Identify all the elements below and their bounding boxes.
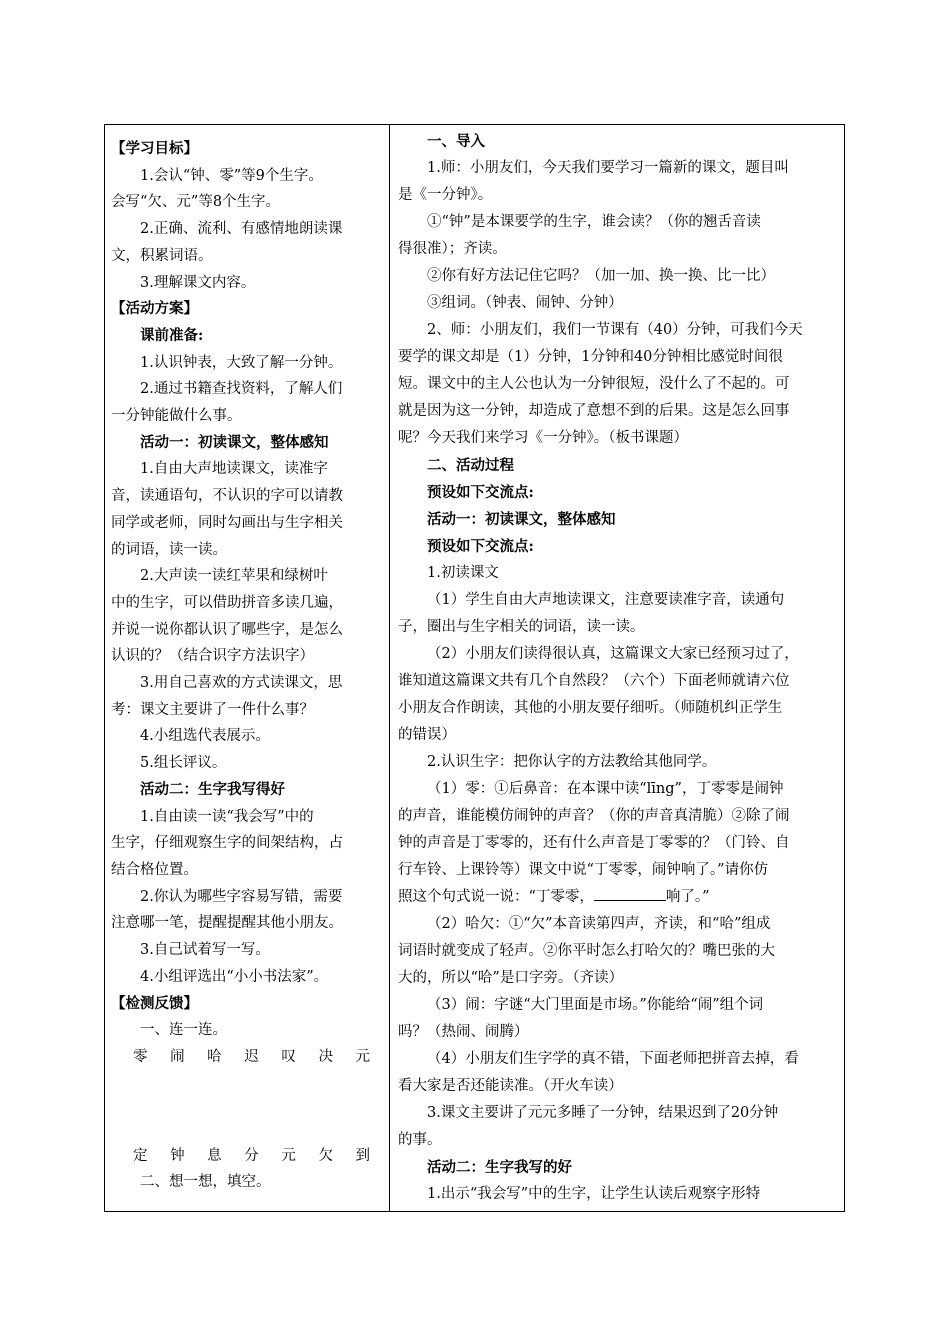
step1-line: 小朋友合作朗读，其他的小朋友要仔细听。（师随机纠正学生 xyxy=(398,700,783,716)
activity2-line: 1.出示“我会写”中的生字，让学生认读后观察字形特 xyxy=(427,1186,761,1202)
intro-line: 就是因为这一分钟，却造成了意想不到的后果。这是怎么回事 xyxy=(398,403,790,419)
intro-line: 短。课文中的主人公也认为一分钟很短，没什么了不起的。可 xyxy=(398,376,790,392)
step2-line: （3）闹：字谜“大门里面是市场。”你能给“闹”组个词 xyxy=(427,997,764,1013)
activity1-title: 活动一：初读课文，整体感知 xyxy=(140,433,329,451)
activity1-line: 的词语，读一读。 xyxy=(111,541,227,558)
intro-line: 呢？今天我们来学习《一分钟》。（板书课题） xyxy=(398,430,688,446)
goal-line: 2.正确、流利、有感情地朗读课 xyxy=(140,221,343,238)
activity2-title: 活动二：生字我写得好 xyxy=(140,780,285,798)
intro-line: ②你有好方法记住它吗？（加一加、换一换、比一比） xyxy=(427,268,775,284)
step2-line: 的声音，谁能模仿闹钟的声音？（你的声音真清脆）②除了闹 xyxy=(398,808,790,824)
goal-line: 3.理解课文内容。 xyxy=(140,274,256,291)
activity2-line: 3.自己试着写一写。 xyxy=(140,942,270,959)
section2-title: 二、活动过程 xyxy=(427,457,514,474)
activity2-line: 生字，仔细观察生字的间架结构，占 xyxy=(111,835,343,852)
activity2-line: 结合格位置。 xyxy=(111,861,198,878)
section1-title: 一、导入 xyxy=(427,133,485,150)
goal-line: 文，积累词语。 xyxy=(111,247,213,264)
activity2-title: 活动二：生字我写的好 xyxy=(427,1159,572,1176)
activity1-line: 4.小组选代表展示。 xyxy=(140,728,270,745)
activity1-line: 2.大声读一读红苹果和绿树叶 xyxy=(140,568,328,585)
activity1-line: 1.自由大声地读课文，读准字 xyxy=(140,461,328,478)
activity2-line: 4.小组评选出“小小书法家”。 xyxy=(140,968,329,985)
preset-label: 预设如下交流点: xyxy=(427,484,534,501)
step2-line: （2）哈欠：①“欠”本音读第四声，齐读，和“哈”组成 xyxy=(427,916,771,932)
step2-line: （4）小朋友们生字学的真不错，下面老师把拼音去掉，看 xyxy=(427,1051,799,1067)
goal-line: 会写“欠、元”等8个生字。 xyxy=(111,194,281,211)
activity1-line: 考：课文主要讲了一件什么事？ xyxy=(111,701,314,718)
activity1-line: 5.组长评议。 xyxy=(140,755,227,772)
activity1-line: 并说一说你都认识了哪些字，是怎么 xyxy=(111,621,343,638)
step3-line: 3.课文主要讲了元元多睡了一分钟，结果迟到了20分钟 xyxy=(427,1105,779,1121)
question1-title: 一、连一连。 xyxy=(140,1022,227,1039)
prep-line: 1.认识钟表，大致了解一分钟。 xyxy=(140,354,343,371)
lesson-table xyxy=(104,124,845,1212)
activity1-line: 中的生字，可以借助拼音多读几遍， xyxy=(111,594,343,611)
activity1-line: 认识的？（结合识字方法识字） xyxy=(111,648,314,665)
question2-title: 二、想一想，填空。 xyxy=(140,1174,271,1191)
step1-line: 谁知道这篇课文共有几个自然段？（六个）下面老师就请六位 xyxy=(398,673,790,689)
step2-line: 行车铃、上课铃等）课文中说“丁零零，闹钟响了。”请你仿 xyxy=(398,862,769,878)
prep-title: 课前准备: xyxy=(140,326,204,344)
match-space xyxy=(111,1071,381,1143)
left-column xyxy=(105,125,390,1211)
intro-line: 1.师：小朋友们，今天我们要学习一篇新的课文，题目叫 xyxy=(427,160,789,176)
intro-line: ③组词。（钟表、闹钟、分钟） xyxy=(427,295,623,311)
intro-line: 要学的课文却是（1）分钟，1分钟和40分钟相比感觉时间很 xyxy=(398,349,783,365)
right-column xyxy=(390,125,844,1211)
plan-header: 【活动方案】 xyxy=(111,300,198,318)
step2-line: 大的，所以“哈”是口字旁。（齐读） xyxy=(398,970,624,986)
step2-line: 看大家是否还能读准。（开火车读） xyxy=(398,1078,623,1094)
step2-line: 钟的声音是丁零零的，还有什么声音是丁零零的？（门铃、自 xyxy=(398,835,790,851)
activity1-line: 同学或老师，同时勾画出与生字相关 xyxy=(111,514,343,531)
intro-line: ①“钟”是本课要学的生字，谁会读？（你的翘舌音读 xyxy=(427,214,761,230)
activity1-line: 音，读通语句，不认识的字可以请教 xyxy=(111,488,343,505)
step2-title: 2.认识生字：把你认字的方法教给其他同学。 xyxy=(427,754,717,770)
activity2-line: 2.你认为哪些字容易写错，需要 xyxy=(140,888,343,905)
step3-line: 的事。 xyxy=(398,1132,442,1148)
activity1-title: 活动一：初读课文，整体感知 xyxy=(427,511,616,528)
prep-line: 一分钟能做什么事。 xyxy=(111,408,242,425)
step2-line: 词语时就变成了轻声。②你平时怎么打哈欠的？嘴巴张的大 xyxy=(398,943,775,959)
activity1-line: 3.用自己喜欢的方式读课文，思 xyxy=(140,675,343,692)
step2-line: 吗？（热闹、闹腾） xyxy=(398,1024,529,1040)
prep-line: 2.通过书籍查找资料，了解人们 xyxy=(140,381,343,398)
step1-line: 的错误） xyxy=(398,727,456,743)
activity2-line: 注意哪一笔，提醒提醒其他小朋友。 xyxy=(111,915,343,932)
step1-line: 子，圈出与生字相关的词语，读一读。 xyxy=(398,619,645,635)
intro-line: 是《一分钟》。 xyxy=(398,187,493,203)
goals-header: 【学习目标】 xyxy=(111,140,198,157)
match-chars-top: 零 闹 哈 迟 叹 决 元 xyxy=(133,1048,380,1065)
fill-blank-after: 响了。” xyxy=(665,889,710,905)
fill-blank-line xyxy=(398,884,839,911)
step1-line: （1）学生自由大声地读课文，注意要读准字音，读通句 xyxy=(427,592,785,608)
goal-line: 1.会认“钟、零”等9个生字。 xyxy=(140,167,323,184)
intro-line: 得很准）；齐读。 xyxy=(398,241,507,257)
fill-blank-before: 照这个句式说一说：“丁零零， xyxy=(398,889,594,905)
feedback-header: 【检测反馈】 xyxy=(111,994,198,1012)
activity2-line: 1.自由读一读“我会写”中的 xyxy=(140,808,314,825)
step2-line: （1）零：①后鼻音：在本课中读“līng”，丁零零是闹钟 xyxy=(427,781,784,797)
intro-line: 2、师：小朋友们，我们一节课有（40）分钟，可我们今天 xyxy=(427,322,803,338)
match-chars-bottom: 定 钟 息 分 元 欠 到 xyxy=(133,1147,380,1164)
step1-line: （2）小朋友们读得很认真，这篇课文大家已经预习过了， xyxy=(427,646,799,662)
fill-blank xyxy=(594,886,666,901)
step1-title: 1.初读课文 xyxy=(427,565,499,581)
preset-label: 预设如下交流点: xyxy=(427,538,534,555)
